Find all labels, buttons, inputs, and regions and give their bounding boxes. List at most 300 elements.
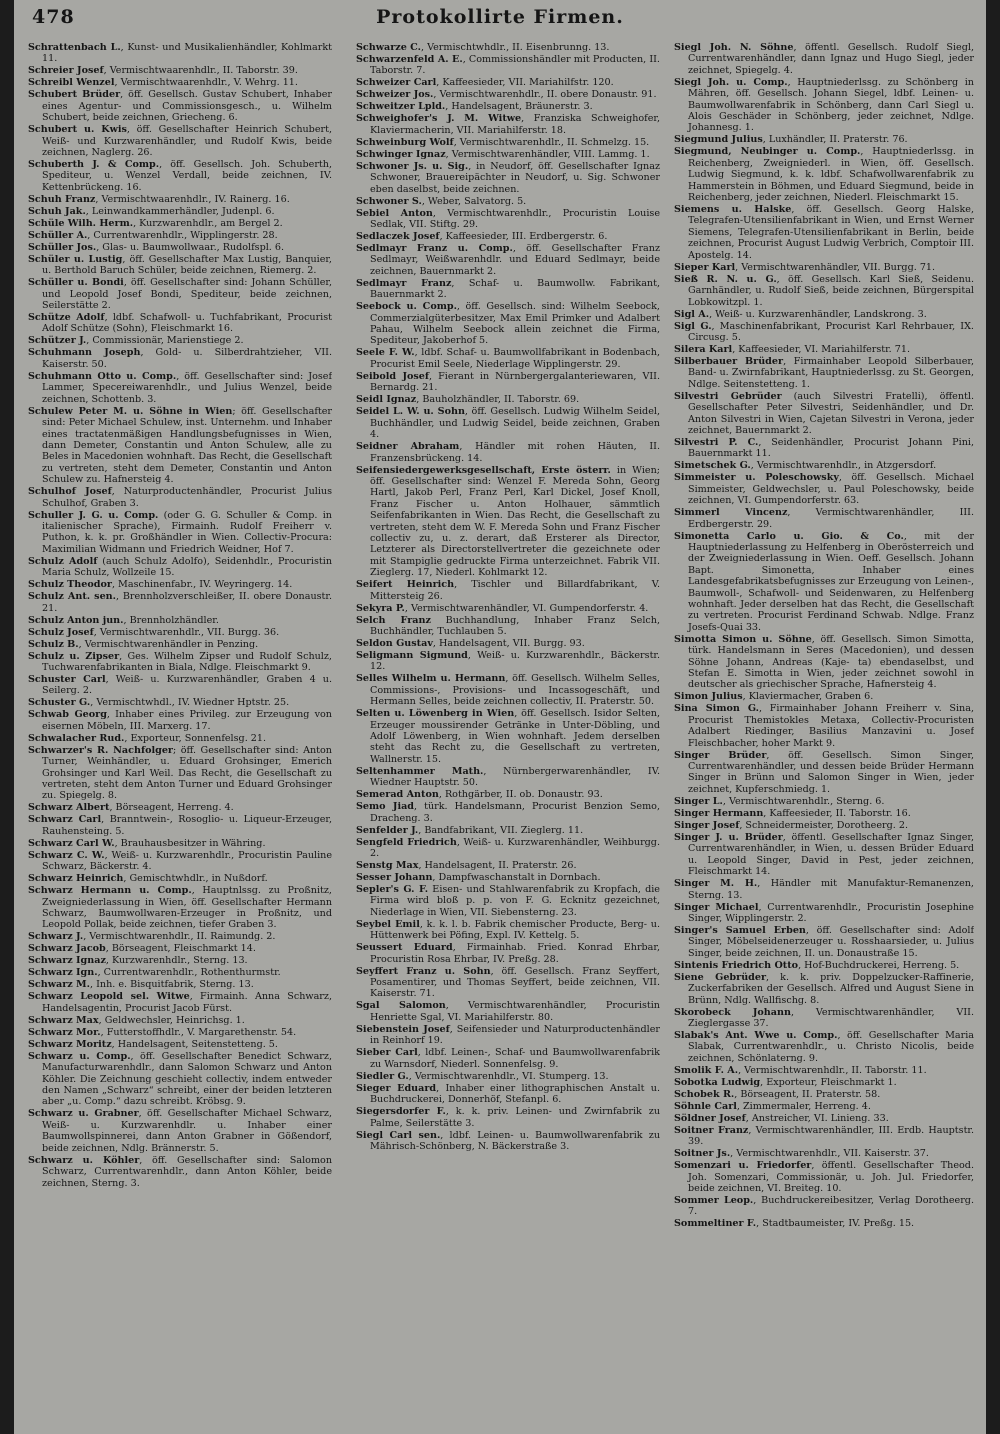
column-2 <box>356 42 660 1422</box>
firm-details: , Schneidermeister, Dorotheerg. 2. <box>739 819 909 831</box>
firm-entry <box>28 639 332 650</box>
firm-details: , k. k. priv. Leinen- und Zwirnfabrik zu Palme, Seilerstätte 3. <box>370 1106 660 1129</box>
firm-entry <box>28 89 332 123</box>
firm-details: , Hauptniederlssg. zu Schönberg in Mähren, öff. Gesellsch. Johann Siegel, ldbf. Leinen- u. Baumwollwarenfabrik in Schönberg, dann Carl Siegl u. Alois Geschäder in Schönberg, jeder zeichnet, Ndlge. Johannesg. 1. <box>688 76 974 134</box>
firm-name: Schwarz Max <box>28 1014 99 1026</box>
firm-name: Schulew Peter M. u. Söhne in Wien <box>28 405 233 417</box>
firm-details: , öff. Gesellschafter Michael Schwarz, Weiß- u. Kurzwarenhdlr. u. Inhaber einer Baumwollspinnerei, dann Anton Grabner in Gößendorf, beide zeichnen, Ndlg. Brännerstr. 5. <box>42 1108 332 1154</box>
firm-name: Sedlaczek Josef <box>356 231 440 243</box>
firm-details: , Nürnbergerwarenhändler, IV. Wiedner Hauptstr. 50. <box>370 765 660 789</box>
firm-details: , Vermischtwarenhdlr., II. Raimundg. 2. <box>83 931 276 943</box>
firm-details: , Handelsagent, II. Praterstr. 26. <box>418 860 577 872</box>
firm-details: , Kaffeesieder, III. Erdbergerstr. 6. <box>439 231 608 243</box>
firm-entry <box>28 943 332 954</box>
firm-name: Schulhof Josef <box>28 486 112 498</box>
firm-details: , Firmainhaber Johann Freiherr v. Sina, Procurist Themistokles Metaxa, Collectiv-Procuristen Adalbert Riedinger, Basilius Manzavini u. Josef Fleischbacher, hoher Markt 9. <box>688 703 974 749</box>
firm-entry <box>356 161 660 195</box>
firm-details: , Kurzwarenhdlr., Sterng. 13. <box>105 955 248 967</box>
firm-name: Schüller A. <box>28 229 88 241</box>
firm-name: Singer Brüder <box>674 749 767 761</box>
firm-name: Sommer Leop. <box>674 1194 754 1206</box>
firm-entry <box>356 1024 660 1047</box>
firm-details: , Seidenhändler, Procurist Johann Pini, Bauernmarkt 11. <box>688 436 974 460</box>
firm-details: , mit der Hauptniederlassung zu Helfenberg in Oberösterreich und der Zweigniederlassung in Wien. Oeff. Gesellsch. Johann Bapt. Simonetta, Inhaber eines Landesgefabrikatsbefugnisses zur Erzeugung von Leinen-, Baumwoll-, Schafwoll- und Seidenwaren, zu Helfenberg wohnhaft. Jeder derselben hat das Recht, die Gesellschaft zu vertreten. Procurist Ferdinand Schwab. Ndlge. Franz Josefs-Quai 33. <box>688 530 974 633</box>
firm-name: Seifert Heinrich <box>356 579 455 591</box>
firm-name: Seifensiedergewerksgesellschaft, Erste österr. <box>356 464 611 476</box>
firm-name: Sigl G. <box>674 320 712 332</box>
firm-details: , ldbf. Leinen-, Schaf- und Baumwollwarenfabrik zu Warnsdorf, Niederl. Sonnenfelsg. 9. <box>370 1047 660 1070</box>
firm-name: Seidl Ignaz <box>356 394 417 406</box>
firm-entry <box>356 101 660 112</box>
firm-name: Selten u. Löwenberg in Wien <box>356 708 515 720</box>
firm-entry <box>356 1000 660 1023</box>
firm-name: Schwarz Hermann u. Comp. <box>28 885 192 897</box>
firm-entry <box>28 885 332 931</box>
firm-name: Schulz u. Zipser <box>28 650 120 662</box>
firm-details: , Branntwein-, Rosoglio- u. Liqueur-Erzeuger, Rauhensteing. 5. <box>42 814 332 837</box>
firm-details: , öff. Gesellschafter Franz Sedlmayr, Weißwarenhdlr. und Eduard Sedlmayr, beide zeichnen, Bauernmarkt 2. <box>370 243 660 277</box>
firm-name: Siegl Carl sen. <box>356 1129 441 1141</box>
firm-details: , in Neudorf, öff. Gesellschafter Ignaz Schwoner, Brauereipächter in Neudorf, u. Sig. Schwoner eben daselbst, beide zeichnen. <box>370 160 660 195</box>
firm-details: , Handelsagent, VII. Burgg. 93. <box>432 637 585 649</box>
firm-details: , Vermischtwarenhdlr., VII. Kaiserstr. 37. <box>730 1148 929 1160</box>
firm-details: , Klaviermacher, Graben 6. <box>742 691 874 703</box>
firm-name: Skorobeck Johann <box>674 1006 791 1018</box>
firm-name: Sieß R. N. u. G. <box>674 273 777 285</box>
firm-name: Simon Julius <box>674 691 743 703</box>
firm-entry <box>674 77 974 134</box>
firm-name: Simmeister u. Poleschowsky <box>674 472 839 484</box>
firm-entry <box>674 1218 974 1229</box>
firm-name: Sieber Carl <box>356 1047 418 1059</box>
firm-entry <box>356 966 660 1000</box>
firm-entry <box>28 850 332 873</box>
firm-details: , Vermischtwhdlr., II. Eisenbrunng. 13. <box>420 42 610 53</box>
firm-name: Singer Josef <box>674 819 740 831</box>
firm-details: , türk. Handelsmann, Procurist Benzion Semo, Dracheng. 3. <box>370 801 660 824</box>
firm-name: Sedlmayr Franz <box>356 277 452 289</box>
firm-name: Seligmann Sigmund <box>356 649 468 661</box>
firm-details: , Brennholzhändler. <box>123 614 219 626</box>
firm-details: , öff. Gesellschafter Max Lustig, Banquier, u. Berthold Baruch Schüler, beide zeichnen, Riemerg. 2. <box>42 253 332 277</box>
firm-entry <box>28 230 332 241</box>
firm-entry <box>28 745 332 802</box>
firm-name: Schwalacher Rud. <box>28 732 125 744</box>
firm-name: Sgal Salomon <box>356 1000 446 1012</box>
firm-entry <box>356 89 660 100</box>
firm-name: Siemens u. Halske <box>674 204 792 216</box>
firm-details: , Weiß- u. Kurzwarenhändler, Landskrong. 3. <box>709 308 927 320</box>
firm-entry <box>356 1047 660 1070</box>
firm-details: in Wien; öff. Gesellschafter sind: Wenzel F. Mereda Sohn, Georg Hartl, Jakob Perl, Franz Perl, Karl Dickel, Josef Knoll, Franz Fischer u. Anton Holhauer, sämmtlich Seifenfabrikanten in Wien. Das Recht, die Gesellschaft zu vertreten, steht dem W. F. Mereda Sohn und Franz Fischer collectiv zu, u. z. derart, daß Ersterer als Director, Letzterer als Directorstellvertreter die gezeichnete oder mit Stampiglie gedruckte Firma unterzeichnet. Fabrik VII. Zieglerg. 17, Niederl. Kohlmarkt 12. <box>370 464 660 579</box>
firm-details: , k. k. l. b. Fabrik chemischer Producte, Berg- u. Hüttenwerk bei Pöfing, Expl. IV. Kettelg. 5. <box>370 918 660 942</box>
firm-entry <box>28 873 332 884</box>
firm-entry <box>28 1108 332 1154</box>
firm-entry <box>674 42 974 76</box>
firm-name: Schwarz C. W. <box>28 849 105 861</box>
firm-entry <box>28 335 332 346</box>
firm-details: , Maschinenfabr., IV. Weyringerg. 14. <box>111 579 293 591</box>
firm-name: Siebenstein Josef <box>356 1023 450 1035</box>
firm-entry <box>356 825 660 836</box>
firm-name: Schwarz Jacob <box>28 943 106 955</box>
firm-details: , Anstreicher, VI. Linieng. 33. <box>745 1112 889 1124</box>
firm-name: Schüler u. Lustig <box>28 253 123 265</box>
firm-entry <box>356 1106 660 1129</box>
firm-entry <box>674 309 974 320</box>
firm-name: Sintenis Friedrich Otto <box>674 959 799 971</box>
firm-entry <box>356 42 660 53</box>
firm-entry <box>28 1039 332 1050</box>
firm-name: Schuller J. G. u. Comp. <box>28 509 159 521</box>
firm-details: , k. k. priv. Doppelzucker-Raffinerie, Zuckerfabriken der Gesellsch. Alfred und August Siene in Brünn, Ndlg. Wallfischg. 8. <box>688 971 974 1006</box>
firm-details: , Ges. Wilhelm Zipser und Rudolf Schulz, Tuchwarenfabrikanten in Biala, Ndlge. Fleischmarkt 9. <box>42 650 332 673</box>
firm-details: , öff. Gesellsch. Simon Simotta, türk. Handelsmann in Seres (Macedonien), und dessen Söhne Johann, Andreas (Kaje- ta) ebendaselbst, und Stefan E. Simotta in Wien, jeder zeichnet sowohl in deutscher als griechischer Sprache, Hafnersteig 4. <box>688 633 974 691</box>
firm-entry <box>674 1148 974 1159</box>
firm-details: , ldbf. Schafwoll- u. Tuchfabrikant, Procurist Adolf Schütze (Sohn), Fleischmarkt 16. <box>42 312 332 335</box>
firm-details: , Franziska Schweighofer, Klaviermacherin, VII. Mariahilferstr. 18. <box>370 113 660 136</box>
firm-details: , öff. Gesellschafter Maria Slabak, Currentwarenhdlr., u. Christo Nicolis, beide zeichnen, Schönlaterng. 9. <box>688 1029 974 1064</box>
column-3 <box>674 42 974 1422</box>
firm-name: Siegersdorfer F. <box>356 1106 446 1118</box>
firm-details: , öff. Gesellschafter sind: Josef Lammer, Specereiwarenhdlr., und Julius Wenzel, beide zeichnen, Schottenb. 3. <box>42 370 332 405</box>
firm-details: , Vermischtwarenhändler, VII. Burgg. 71. <box>735 261 936 273</box>
firm-name: Singer L. <box>674 795 723 807</box>
firm-name: Seussert Eduard <box>356 942 453 954</box>
firm-details: , Commissionär, Marienstiege 2. <box>86 335 244 347</box>
firm-details: , Weiß- u. Kurzwarenhändler, Graben 4 u. Seilerg. 2. <box>42 673 332 697</box>
firm-details: ; öff. Gesellschafter sind: Anton Turner, Weinhändler, u. Eduard Grohsinger, Emerich Grohsinger und Karl Weil. Das Recht, die Gesellschaft zu vertreten, steht dem Anton Turner und Eduard Grohsinger zu. Spiegelg. 8. <box>42 744 332 802</box>
firm-details: , Luxhändler, II. Praterstr. 76. <box>762 134 908 146</box>
firm-name: Schwarz Ign. <box>28 967 98 979</box>
firm-entry <box>28 1027 332 1038</box>
firm-name: Schwarz Carl <box>28 814 102 826</box>
firm-details: , öff. Gesellsch. sind: Wilhelm Seebock, Commerzialgüterbesitzer, Max Emil Primker und Adalbert Pahau, Wilhelm Seebock allein zeichnet die Firma, Spediteur, Jakoberhof 5. <box>370 301 660 347</box>
firm-entry <box>674 472 974 506</box>
firm-name: Seldon Gustav <box>356 637 433 649</box>
firm-details: , Vermischtwaarenhdlr., II. Taborstr. 39. <box>103 65 298 77</box>
firm-entry <box>356 301 660 347</box>
directory-page <box>14 0 986 1434</box>
firm-entry <box>28 242 332 253</box>
firm-entry <box>356 208 660 231</box>
firm-entry <box>674 460 974 471</box>
firm-name: Schuhmann Otto u. Comp. <box>28 370 177 382</box>
firm-entry <box>28 991 332 1014</box>
firm-details: , Exporteur, Sonnenfelsg. 21. <box>124 732 267 744</box>
firm-name: Sieger Eduard <box>356 1082 437 1094</box>
firm-details: , Glas- u. Baumwollwaar., Rudolfspl. 6. <box>96 241 285 253</box>
firm-entry <box>674 796 974 807</box>
firm-entry <box>356 231 660 242</box>
firm-name: Singer J. u. Brüder <box>674 831 783 843</box>
firm-details: , Vermischtwaarenhdlr., V. Wehrg. 11. <box>114 77 298 89</box>
firm-entry <box>356 860 660 871</box>
firm-details: , öff. Gesellschafter sind: Adolf Singer, Möbelseidenerzeuger u. Rosshaarsieder, u. Julius Singer, beide zeichnen, II. un. Donaustraße 15. <box>688 924 974 959</box>
page-header <box>14 0 986 34</box>
firm-name: Seybel Emil <box>356 918 420 930</box>
firm-name: Senstg Max <box>356 860 419 872</box>
firm-entry <box>674 531 974 634</box>
firm-entry <box>674 1030 974 1064</box>
firm-name: Somenzari u. Friedorfer <box>674 1160 812 1172</box>
firm-entry <box>356 766 660 789</box>
firm-entry <box>674 972 974 1006</box>
firm-details: , Schaf- u. Baumwollw. Fabrikant, Bauernmarkt 2. <box>370 277 660 301</box>
firm-details: , Exporteur, Fleischmarkt 1. <box>760 1076 897 1088</box>
firm-details: , öff. Gesellsch. Karl Sieß, Seidenu. Garnhändler, u. Rudolf Sieß, beide zeichnen, Bürgerspital Lobkowitzpl. 1. <box>688 273 974 308</box>
firm-name: Semerad Anton <box>356 789 439 801</box>
firm-details: , Handelsagent, Seitenstetteng. 5. <box>111 1038 278 1050</box>
firm-entry <box>28 709 332 732</box>
firm-name: Schüle Wilh. Herm. <box>28 217 134 229</box>
firm-entry <box>28 277 332 311</box>
firm-details: , Weber, Salvatorg. 5. <box>421 195 527 207</box>
firm-entry <box>28 371 332 405</box>
firm-details: , Vermischtwarenhändler, VI. Gumpendorferstr. 4. <box>404 602 649 614</box>
firm-entry <box>28 124 332 158</box>
firm-details: , Naturproductenhändler, Procurist Julius Schulhof, Graben 3. <box>42 486 332 509</box>
firm-details: , Vermischtwarenhdlr., II. Schmelzg. 15. <box>453 136 650 148</box>
firm-details: , Rothgärber, II. ob. Donaustr. 93. <box>438 789 603 801</box>
firm-details: , Vermischtwarenhdlr., in Atzgersdorf. <box>750 460 937 472</box>
firm-details: , Vermischtwarenhdlr., Sterng. 6. <box>722 795 885 807</box>
firm-entry <box>674 344 974 355</box>
firm-details: , öff. Gesellsch. Ludwig Wilhelm Seidel, Buchhändler, und Ludwig Seidel, beide zeichnen, Graben 4. <box>370 406 660 441</box>
firm-name: Sebiel Anton <box>356 207 433 219</box>
firm-name: Siegmund, Neubinger u. Comp. <box>674 146 861 158</box>
firm-details: , Gold- u. Silberdrahtzieher, VII. Kaiserstr. 50. <box>42 347 332 370</box>
firm-name: Siegl Joh. u. Comp. <box>674 76 788 88</box>
firm-details: , Dampfwaschanstalt in Dornbach. <box>432 872 601 884</box>
firm-name: Siedler G. <box>356 1070 409 1082</box>
firm-details: , Vermischtwhdl., IV. Wiedner Hptstr. 25. <box>90 697 290 709</box>
firm-entry <box>28 979 332 990</box>
firm-name: Sieper Karl <box>674 261 736 273</box>
firm-name: Silera Karl <box>674 343 733 355</box>
firm-entry <box>674 1065 974 1076</box>
firm-name: Seebock u. Comp. <box>356 301 457 313</box>
firm-entry <box>356 113 660 136</box>
firm-name: Schulz Adolf <box>28 555 98 567</box>
firm-entry <box>28 556 332 579</box>
firm-entry <box>28 651 332 674</box>
firm-name: Simmerl Vincenz <box>674 507 788 519</box>
firm-details: , Kaffeesieder, II. Taborstr. 16. <box>763 807 911 819</box>
firm-name: Schwarze C. <box>356 42 421 53</box>
firm-entry <box>356 837 660 860</box>
firm-entry <box>356 919 660 942</box>
firm-name: Schüller Jos. <box>28 241 97 253</box>
firm-name: Schweizer Jos. <box>356 89 434 101</box>
firm-entry <box>356 465 660 579</box>
firm-name: Schubert Brüder <box>28 89 121 101</box>
firm-details: , öff. Gesellschafter sind: Johann Schüller, und Leopold Josef Bondi, Spediteur, beide zeichnen, Seilerstätte 2. <box>42 277 332 312</box>
firm-entry <box>674 391 974 437</box>
firm-name: Soitner Js. <box>674 1148 731 1160</box>
firm-details: , Futterstoffhdlr., V. Margarethenstr. 54. <box>100 1026 297 1038</box>
firm-entry <box>674 507 974 530</box>
firm-details: , Börseagent, II. Praterstr. 58. <box>734 1088 881 1100</box>
firm-entry <box>356 615 660 638</box>
firm-name: Schwarz u. Köhler <box>28 1154 140 1166</box>
firm-entry <box>356 54 660 77</box>
firm-entry <box>356 137 660 148</box>
firm-details: , Inhaber einer lithographischen Anstalt u. Buchdruckerei, Donnerhöf, Stefanpl. 6. <box>370 1082 660 1106</box>
firm-name: Schulz Ant. sen. <box>28 591 116 603</box>
firm-name: Schwarz Albert <box>28 802 110 814</box>
firm-entry <box>674 134 974 145</box>
firm-entry <box>28 1015 332 1026</box>
firm-name: Schwarz J. <box>28 931 84 943</box>
running-title: Protokollirte Firmen. <box>376 6 624 28</box>
column-1 <box>28 42 332 1422</box>
firm-details: , Geldwechsler, Heinrichsg. 1. <box>98 1014 245 1026</box>
firm-entry <box>674 832 974 878</box>
firm-name: Selch Franz <box>356 614 431 626</box>
firm-details: , Hauptniederlssg. in Reichenberg, Zweigniederl. in Wien, öff. Gesellsch. Ludwig Siegmund, k. k. ldbf. Schafwollwarenfabrik zu Hammerstein in Böhmen, und Eduard Siegmund, beide in Reichenberg, jeder zeichnen, Niederl. Fleischmarkt 15. <box>688 146 974 204</box>
firm-details: , Weiß- u. Kurzwarenhdlr., Bäckerstr. 12. <box>370 649 660 673</box>
firm-entry <box>356 1130 660 1153</box>
firm-entry <box>674 321 974 344</box>
firm-name: Schüller u. Bondi <box>28 277 124 289</box>
firm-entry <box>28 218 332 229</box>
firm-details: , Vermischtwarenhändler, III. Erdbergerstr. 29. <box>688 507 974 530</box>
firm-entry <box>674 1089 974 1100</box>
firm-name: Schreier Josef <box>28 65 104 77</box>
firm-details: , Vermischtwarenhändler, VII. Zieglergasse 37. <box>688 1006 974 1029</box>
firm-entry <box>28 159 332 193</box>
firm-details: , Weiß- u. Kurzwarenhdlr., Procuristin Pauline Schwarz, Bäckerstr. 4. <box>42 849 332 873</box>
firm-name: Siene Gebrüder <box>674 971 767 983</box>
firm-name: Schützer J. <box>28 335 87 347</box>
firm-entry <box>28 254 332 277</box>
firm-name: Schwoner S. <box>356 195 422 207</box>
firm-details: , Hof-Buchdruckerei, Herreng. 5. <box>798 959 960 971</box>
firm-name: Seltenhammer Math. <box>356 765 484 777</box>
firm-details: , öff. Gesellsch. Gustav Schubert, Inhaber eines Agentur- und Commissionsgesch., u. Wilhelm Schubert, beide zeichnen, Griecheng. 6. <box>42 89 332 124</box>
firm-entry <box>674 1160 974 1194</box>
firm-entry <box>356 603 660 614</box>
firm-details: , öffentl. Gesellsch. Rudolf Siegl, Currentwarenhändler, dann Ignaz und Hugo Siegl, jeder zeichnet, Spiegelg. 4. <box>688 42 974 76</box>
firm-entry <box>674 634 974 691</box>
firm-name: Schweighofer's J. M. Witwe <box>356 113 522 125</box>
firm-name: Schwarz Ignaz <box>28 955 106 967</box>
firm-entry <box>674 902 974 925</box>
firm-details: , öff. Gesellschafter Heinrich Schubert, Weiß- und Kurzwarenhändler, und Rudolf Kwis, beide zeichnen, Naglerg. 26. <box>42 124 332 159</box>
firm-entry <box>674 204 974 261</box>
firm-entry <box>28 1051 332 1108</box>
firm-entry <box>356 371 660 394</box>
firm-name: Schwoner Js. u. Sig. <box>356 160 469 172</box>
firm-details: , Fierant in Nürnbergergalanteriewaren, VII. Bernardg. 21. <box>370 370 660 394</box>
firm-entry <box>356 650 660 673</box>
firm-entry <box>28 838 332 849</box>
firm-name: Schwarz Mor. <box>28 1026 101 1038</box>
firm-name: Schuberth J. & Comp. <box>28 159 160 171</box>
firm-details: , Stadtbaumeister, IV. Preßg. 15. <box>756 1218 915 1230</box>
firm-name: Sengfeld Friedrich <box>356 836 457 848</box>
firm-details: , Currentwarenhdlr., Procuristin Josephine Singer, Wipplingerstr. 2. <box>688 901 974 924</box>
firm-entry <box>356 942 660 965</box>
firm-name: Schweinburg Wolf <box>356 136 454 148</box>
firm-entry <box>674 925 974 959</box>
firm-entry <box>674 691 974 702</box>
firm-details: , Kurzwarenhdlr., am Bergel 2. <box>133 217 283 229</box>
firm-entry <box>674 1077 974 1088</box>
firm-name: Schubert u. Kwis <box>28 124 127 136</box>
firm-name: Schütze Adolf <box>28 312 105 324</box>
firm-entry <box>356 579 660 602</box>
firm-name: Schwarz u. Comp. <box>28 1050 131 1062</box>
firm-details: , Buchdruckereibesitzer, Verlag Dorotheerg. 7. <box>688 1194 974 1218</box>
firm-entry <box>28 967 332 978</box>
firm-entry <box>28 615 332 626</box>
firm-entry <box>674 1007 974 1030</box>
firm-name: Söhnle Carl <box>674 1100 737 1112</box>
firm-details: , Firmainhab. Fried. Konrad Ehrbar, Procuristin Rosa Ehrbar, IV. Preßg. 28. <box>370 942 660 965</box>
firm-details: , Vermischtwarenhdlr., II. Taborstr. 11. <box>738 1064 927 1076</box>
firm-entry <box>28 1155 332 1189</box>
firm-details: (oder G. G. Schuller & Comp. in italienischer Sprache), Firmainh. Rudolf Freiherr v. Puthon, k. k. pr. Großhändler in Wien. Collectiv-Procura: Maximilian Widmann und Friedrich Weidner, Hof 7. <box>42 509 332 555</box>
firm-details: , Brauhausbesitzer in Währing. <box>114 837 266 849</box>
firm-name: Sekyra P. <box>356 602 405 614</box>
firm-details: , öffentl. Gesellschafter Ignaz Singer, Currentwarenhändler, in Wien, u. dessen Brüder Eduard u. Leopold Singer, David in Pest, jeder zeichnen, Fleischmarkt 14. <box>688 831 974 878</box>
firm-details: , ldbf. Schaf- u. Baumwollfabrikant in Bodenbach, Procurist Emil Seele, Niederlage Wipplingerstr. 29. <box>370 347 660 370</box>
firm-entry <box>674 437 974 460</box>
firm-entry <box>28 697 332 708</box>
firm-name: Sedlmayr Franz u. Comp. <box>356 243 513 255</box>
firm-name: Schuh Jak. <box>28 205 86 217</box>
firm-name: Slabak's Ant. Wwe u. Comp. <box>674 1029 838 1041</box>
firm-entry <box>28 591 332 614</box>
firm-details: , Commissionshändler mit Producten, II. Taborstr. 7. <box>370 54 660 77</box>
firm-name: Schuster G. <box>28 697 91 709</box>
firm-name: Simotta Simon u. Söhne <box>674 633 812 645</box>
firm-entry <box>356 801 660 824</box>
firm-name: Schweitzer Lpld. <box>356 101 446 113</box>
firm-name: Schwinger Ignaz <box>356 148 446 160</box>
firm-name: Söldner Josef <box>674 1112 746 1124</box>
firm-name: Schulz B. <box>28 638 79 650</box>
firm-details: , Börseagent, Herreng. 4. <box>109 802 234 814</box>
firm-name: Soitner Franz <box>674 1124 749 1136</box>
firm-details: , Vermischtwarenhändler in Penzing. <box>78 638 259 650</box>
firm-details: , Firmainhaber Leopold Silberbauer, Band- u. Zwirnfabrikant, Hauptniederlssg. zu St. Georgen, Ndlge. Seitenstetteng. 1. <box>688 355 974 390</box>
firm-name: Schwab Georg <box>28 709 107 721</box>
firm-details: , Firmainh. Anna Schwarz, Handelsagentin, Procurist Jacob Fürst. <box>42 991 332 1014</box>
firm-entry <box>356 77 660 88</box>
firm-name: Schulz Theodor <box>28 579 112 591</box>
firm-name: Schwarz Carl W. <box>28 837 115 849</box>
firm-details: , Kaffeesieder, VI. Mariahilferstr. 71. <box>732 343 910 355</box>
firm-details: , Gemischtwhdlr., in Nußdorf. <box>123 873 268 885</box>
firm-name: Schwarz Heinrich <box>28 873 124 885</box>
firm-entry <box>28 194 332 205</box>
firm-details: , Vermischtwarenhdlr., VII. Burgg. 36. <box>93 626 280 638</box>
firm-entry <box>356 347 660 370</box>
firm-details: , öff. Gesellsch. Simon Singer, Currentwarenhändler, und dessen beide Brüder Hermann Singer in Brünn und Salomon Singer in Wien, jeder zeichnet, Kupferschmiedg. 1. <box>688 749 974 795</box>
firm-name: Schuhmann Joseph <box>28 347 141 359</box>
firm-details: , öff. Gesellsch. Georg Halske, Telegrafen-Utensilienfabrikant in Wien, und Ernst Werner Siemens, Telegrafen-Utensilienfabrikant in Berlin, beide zeichnen, Procurist August Ludwig Verbrich, Comptoir III. Apostelg. 14. <box>688 204 974 261</box>
firm-name: Schwarzer's R. Nachfolger <box>28 744 173 756</box>
firm-name: Schwarz Leopold sel. Witwe <box>28 991 190 1003</box>
firm-name: Schweizer Carl <box>356 77 437 89</box>
firm-details: , Inh. e. Bisquitfabrik, Sterng. 13. <box>90 979 254 991</box>
firm-entry <box>28 955 332 966</box>
firm-name: Schuh Franz <box>28 193 96 205</box>
firm-entry <box>28 733 332 744</box>
